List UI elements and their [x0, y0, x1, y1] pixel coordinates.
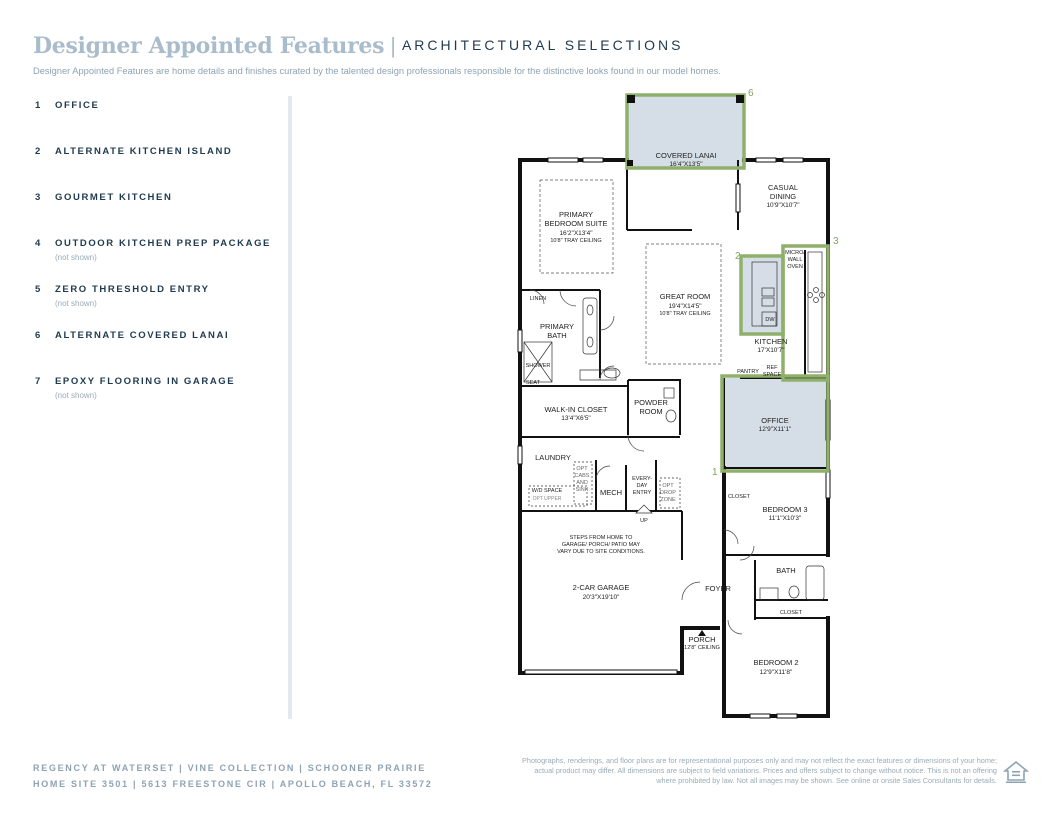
room-label: BEDROOM 2: [753, 658, 799, 667]
room-label: POWDER: [634, 398, 668, 407]
room-ceiling: 10'8" TRAY CEILING: [659, 311, 711, 317]
address-line: HOME SITE 3501 | 5613 FREESTONE CIR | APOLLO BEACH, FL 33572: [33, 779, 433, 789]
room-label: LAUNDRY: [535, 453, 571, 462]
feature-label: EPOXY FLOORING IN GARAGE: [55, 376, 236, 387]
feature-note: (not shown): [55, 391, 97, 400]
room-ceiling: 12'8" CEILING: [684, 645, 720, 651]
room-label: CLOSET: [779, 610, 803, 616]
community-info: [33, 760, 432, 792]
fixture-label: WALL: [787, 257, 803, 263]
marker-3: 3: [833, 236, 839, 247]
fixture-label: AND: [576, 480, 588, 486]
legal-disclaimer: Photographs, renderings, and floor plans are for representational purposes only and may not reflect the exact features or dimensions of your home; actual product may differ. All dimensions are subject to field variations. Prices and offers subject to change without notice. This is not an offering where prohibited by law. Not all images may be shown. See online or onsite Sales Consultants for details.: [522, 756, 997, 785]
fixture-label: MICRO/: [785, 250, 805, 256]
page-header: [33, 33, 683, 59]
fixture-label: SEAT: [526, 380, 540, 386]
fixture-label: DW: [765, 317, 775, 323]
room-label: PRIMARY: [558, 210, 594, 219]
equal-housing-opportunity-icon: [1003, 760, 1029, 784]
tray-ceiling-outlines: [540, 180, 721, 364]
feature-number: 1: [35, 100, 42, 111]
fixture-label: DROP: [660, 490, 676, 496]
room-label: BEDROOM SUITE: [544, 219, 608, 228]
marker-1: 1: [712, 467, 718, 478]
fixture-label: UP: [640, 518, 648, 524]
room-label: PANTRY: [737, 369, 759, 375]
garage-door: [525, 670, 677, 674]
fixture-label: OVEN: [787, 264, 803, 270]
garage-note: GARAGE/ PORCH/ PATIO MAY: [561, 542, 641, 548]
room-label: ENTRY: [632, 490, 652, 496]
feature-label: OUTDOOR KITCHEN PREP PACKAGE: [55, 238, 271, 249]
feature-number: 5: [35, 284, 42, 295]
room-dim: 12'9"X11'8": [759, 669, 793, 676]
lanai-corner-post: [736, 95, 744, 103]
room-label: PRIMARY: [539, 322, 575, 331]
room-label: EVERY-: [632, 476, 652, 482]
feature-label: ZERO THRESHOLD ENTRY: [55, 284, 210, 295]
community-line: REGENCY AT WATERSET | VINE COLLECTION | SCHOONER PRAIRIE: [33, 763, 426, 773]
lanai-corner-post: [627, 160, 633, 166]
room-dim: 13'4"X6'5": [561, 415, 591, 422]
feature-number: 7: [35, 376, 42, 387]
feature-label: ALTERNATE KITCHEN ISLAND: [55, 146, 233, 157]
room-label: DAY: [636, 483, 648, 489]
room-dim: 17'X10'7": [757, 347, 785, 354]
page-description: Designer Appointed Features are home details and finishes curated by the talented design professionals responsible for the distinctive looks found in our model homes.: [33, 66, 721, 76]
feature-number: 4: [35, 238, 42, 249]
lanai-corner-post: [627, 95, 635, 103]
fixture-label: CABS: [574, 473, 590, 479]
page-title: Designer Appointed Features: [33, 33, 385, 59]
room-label: DINING: [769, 192, 797, 201]
feature-label: OFFICE: [55, 100, 100, 111]
fixture-label: OPT UPPER: [532, 496, 562, 502]
room-dim: 12'9"X11'1": [758, 426, 792, 433]
room-label: MECH: [599, 488, 623, 497]
garage-note: VARY DUE TO SITE CONDITIONS.: [557, 549, 645, 555]
room-label: OFFICE: [761, 416, 789, 425]
feature-number: 2: [35, 146, 42, 157]
room-label: PORCH: [688, 635, 716, 644]
room-label: CASUAL: [767, 183, 799, 192]
fixture-label: ZONE: [660, 497, 676, 503]
room-dim: 16'2"X13'4": [559, 230, 593, 237]
fixture-label: W/D SPACE: [531, 488, 563, 494]
room-ceiling: 10'8" TRAY CEILING: [550, 238, 602, 244]
marker-2: 2: [735, 251, 741, 262]
room-label: WALK-IN CLOSET: [544, 405, 608, 414]
room-dim: 11'1"X10'3": [768, 515, 802, 522]
room-label: BATH: [776, 566, 796, 575]
title-separator: |: [390, 33, 396, 58]
garage-note: STEPS FROM HOME TO: [569, 535, 633, 541]
step-up-arrow-icon: [636, 505, 652, 513]
room-label: KITCHEN: [754, 337, 788, 346]
fixture-label: SPACE: [762, 372, 782, 378]
fixture-label: SINK: [575, 487, 589, 493]
room-dim: 10'9"X10'7": [766, 202, 800, 209]
feature-label: ALTERNATE COVERED LANAI: [55, 330, 230, 341]
feature-note: (not shown): [55, 299, 97, 308]
room-label: ROOM: [639, 407, 663, 416]
room-label: 2-CAR GARAGE: [572, 583, 630, 592]
column-divider: [288, 96, 292, 719]
room-label: CLOSET: [727, 494, 751, 500]
room-label: GREAT ROOM: [659, 292, 711, 301]
marker-6: 6: [748, 88, 754, 99]
room-label: BATH: [547, 331, 567, 340]
room-dim: 16'4"X13'5": [669, 161, 703, 168]
feature-note: (not shown): [55, 253, 97, 262]
room-label: SHOWER: [525, 363, 551, 369]
room-dim: 20'3"X19'10": [582, 594, 620, 601]
floor-plan: [495, 86, 855, 726]
room-label: COVERED LANAI: [655, 151, 717, 160]
feature-label: GOURMET KITCHEN: [55, 192, 173, 203]
room-label: FOYER: [705, 584, 731, 593]
feature-number: 3: [35, 192, 42, 203]
page-subtitle: ARCHITECTURAL SELECTIONS: [401, 37, 684, 53]
feature-number: 6: [35, 330, 42, 341]
fixture-label: OPT: [662, 483, 674, 489]
fixture-label: OPT: [576, 466, 588, 472]
fixture-label: REF: [766, 365, 778, 371]
room-dim: 19'4"X14'5": [668, 303, 702, 310]
room-label: LINEN: [529, 296, 547, 302]
room-label: BEDROOM 3: [762, 505, 808, 514]
